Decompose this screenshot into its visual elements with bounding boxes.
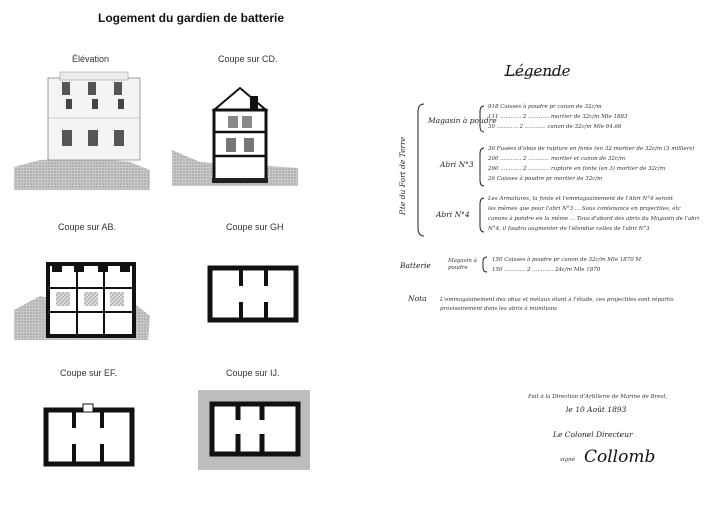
section-ef-drawing: [46, 404, 132, 464]
section-cd-drawing: [172, 88, 298, 186]
section-ef-label: Coupe sur EF.: [60, 368, 118, 378]
note-text: L'emmagasinement des obus et métaux étant à l'étude, ces projectiles sont répartis provisoirement dans les abris à munitions: [440, 297, 674, 312]
legend-title: Légende: [505, 62, 571, 80]
signature-date: le 10 Août 1893: [566, 405, 627, 414]
abri4-line-1: Les Armatures, la fonte et l'emmagasinement de l'Abri N°4 seront: [488, 196, 674, 202]
abri4-line-2: les mêmes que pour l'abri N°3 ... Sous contenance en projectiles, etc: [488, 206, 681, 212]
batterie-magasin-label: Magasin à poudre: [448, 258, 477, 271]
signature-signe: signé: [560, 457, 575, 463]
note-label: Nota: [408, 294, 427, 303]
section-gh-drawing: [210, 268, 296, 320]
abri3-line-1: 30 Fusées d'obus de rupture en fonte (en 32 mortier de 32c/m (3 milliers): [488, 146, 695, 152]
abri3-line-4: 26 Caisses à poudre pr mortier de 32c/m: [488, 176, 603, 182]
elevation-label: Élévation: [72, 54, 110, 64]
abri3-line-2: 200 ............ 2 ............ mortier et canon de 32c/m: [488, 156, 626, 162]
abri4-label: Abri N°4: [436, 210, 470, 219]
magasin-line-3: 30 ............ 2 ............ canon de 32c/m Mle 64.66: [488, 124, 622, 130]
section-ij-drawing: [198, 390, 310, 470]
magasin-line-2: 111 ............ 2 ............ mortier de 32c/m Mle 1883: [488, 114, 628, 120]
abri4-line-3: canons à pondre en la même ... Tous d'abord des abris du Magasin de l'abri: [488, 216, 700, 222]
abri3-line-3: 260 ............ 2 ............ rupture en fonte (en 3) mortier de 32c/m: [488, 166, 666, 172]
page-title: Logement du gardien de batterie: [98, 11, 285, 25]
signature-place: Fait à la Direction d'Artillerie de Marine de Brest,: [528, 394, 668, 400]
signature-title: Le Colonel Directeur: [553, 430, 633, 439]
section-ab-label: Coupe sur AB.: [58, 222, 117, 232]
elevation-drawing: [14, 72, 150, 190]
batterie-line-2: 150 ............ 2 ............ 24c/m Mle 1870: [492, 267, 601, 273]
legend-vertical-label: P.te du Fort de Terre: [398, 136, 407, 215]
batterie-line-1: 150 Caisses à poudre pr canon de 32c/m Mle 1870 M: [492, 257, 642, 263]
legend-braces: [418, 104, 487, 272]
section-ab-drawing: [14, 262, 150, 340]
section-cd-label: Coupe sur CD.: [218, 54, 278, 64]
abri4-line-4: N°4, il faudra augmenter de l'étendue celles de l'abri N°3: [488, 226, 650, 232]
magasin-label: Magasin à poudre: [428, 116, 497, 125]
batterie-label: Batterie: [400, 261, 431, 270]
section-ij-label: Coupe sur IJ.: [226, 368, 280, 378]
signature-name: Collomb: [584, 447, 656, 467]
magasin-line-1: 918 Caisses à poudre pr canon de 32c/m: [488, 104, 602, 110]
section-gh-label: Coupe sur GH: [226, 222, 284, 232]
abri3-label: Abri N°3: [440, 160, 474, 169]
